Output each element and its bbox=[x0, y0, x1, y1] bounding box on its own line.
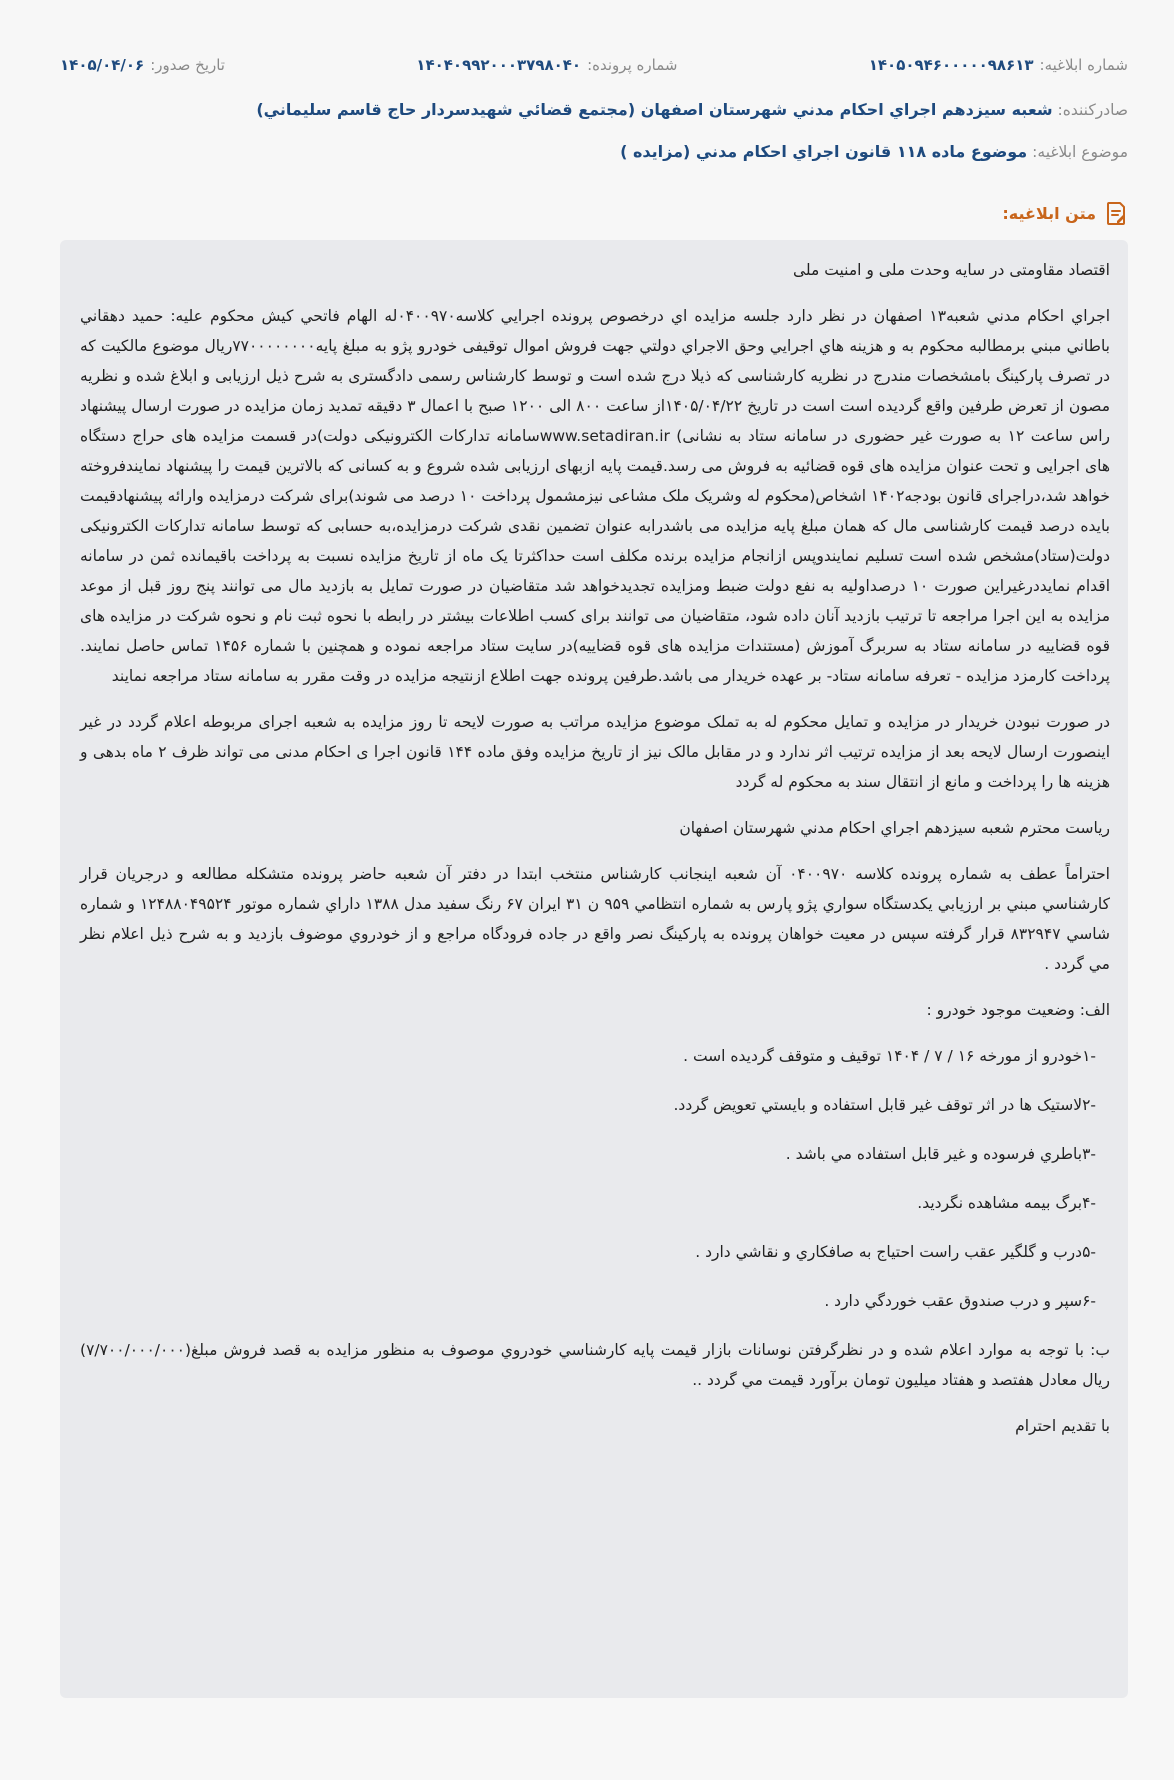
status-item: -۴برگ بيمه مشاهده نگرديد. bbox=[917, 1194, 1096, 1212]
slogan: اقتصاد مقاومتی در سایه وحدت ملی و امنیت ملی bbox=[792, 261, 1110, 279]
issuer-value: شعبه سيزدهم اجراي احكام مدني شهرستان اصفهان (مجتمع قضائي شهيدسردار حاج قاسم سليماني) bbox=[256, 100, 1053, 119]
issue-date bbox=[60, 56, 225, 74]
notice-number-label: شماره ابلاغیه: bbox=[1039, 56, 1128, 74]
document-edit-icon bbox=[1104, 200, 1128, 226]
status-item: -۳باطري فرسوده و غير قابل استفاده مي باشد . bbox=[785, 1145, 1096, 1163]
salutation: رياست محترم شعبه سيزدهم اجراي احكام مدني شهرستان اصفهان bbox=[679, 819, 1110, 837]
status-item: -۵درب و گلگير عقب راست احتياج به صافكاري و نقاشي دارد . bbox=[695, 1243, 1096, 1261]
subject-value: موضوع ماده ۱۱۸ قانون اجراي احكام مدني (مزايده ) bbox=[620, 142, 1028, 161]
notice-number bbox=[869, 56, 1128, 74]
case-number-label: شماره پرونده: bbox=[587, 56, 678, 74]
subject-line bbox=[60, 142, 1128, 161]
issuer-label: صادرکننده: bbox=[1057, 101, 1128, 119]
status-item: -۲لاستيک ها در اثر توقف غير قابل استفاده و بايستي تعويض گردد. bbox=[673, 1096, 1096, 1114]
expert-paragraph: احتراماً عطف به شماره پرونده كلاسه ۰۴۰۰۹۷۰ آن شعبه اينجانب كارشناس منتخب ابتدا در دفتر آن شعبه حاضر پرونده متشكله مطالعه و درجريان قرار كارشناسي مبني بر ارزيابي يكدستگاه سواري پژو پارس به شماره انتظامي ۹۵۹ ن ۳۱ ايران ۶۷ رنگ سفيد مدل ۱۳۸۸ داراي شماره موتور ۱۲۴۸۸۰۴۹۵۲۴ و شماره شاسي ۸۳۲۹۴۷ قرار گرفته سپس در معيت خواهان پرونده به پاركينگ نصر واقع در جاده فرودگاه مراجع و از خودروي موضوف بازديد و به شرح ذيل اعلام نظر مي گردد . bbox=[80, 865, 1111, 973]
notice-content bbox=[60, 240, 1128, 1698]
issue-date-value: ۱۴۰۵/۰۴/۰۶ bbox=[60, 56, 145, 74]
notice-number-value: ۱۴۰۵۰۹۴۶۰۰۰۰۰۹۸۶۱۳ bbox=[868, 56, 1034, 74]
no-buyer-paragraph: در صورت نبودن خريدار در مزايده و تمايل محكوم له به تملک موضوع مزايده مراتب به صورت لايحه تا روز مزايده به شعبه اجرای مربوطه اعلام گردد در غير اينصورت ارسال لايحه بعد از مزايده ترتيب اثر ندارد و در مقابل مالک نيز از تاريخ مزايده وفق ماده ۱۴۴ قانون اجرا ی احكام مدنی می تواند ظرف ۲ ماه بدهی و هزينه ها را پرداخت و مانع از انتقال سند به محكوم له گردد bbox=[80, 713, 1110, 791]
subject-label: موضوع ابلاغیه: bbox=[1032, 143, 1128, 161]
auction-paragraph: اجراي احكام مدني شعبه۱۳ اصفهان در نظر دارد جلسه مزايده اي درخصوص پرونده اجرايي كلاسه۰۴۰۰۹۷۰له الهام فاتحي كيش محكوم عليه: حميد دهقاني باطاني مبني برمطالبه محكوم به و هزينه هاي اجرايي وحق الاجراي دولتي جهت فروش اموال توقيفی خودرو پژو به مبلغ پايه۷۷۰۰۰۰۰۰۰۰ريال موضوع مالكيت كه در تصرف پاركينگ بامشخصات مندرج در نظريه كارشناسی كه ذيلا درج شده است و توسط كارشناس رسمی دادگستری به شرح ذيل ارزيابی و ابلاغ شده و نظريه مصون از تعرض طرفين واقع گرديده است است در تاريخ ۱۴۰۵/۰۴/۲۲از ساعت ۸۰۰ الی ۱۲۰۰ صبح با اعمال ۳ دقيقه تمديد زمان مزايده در صورت ارسال پيشنهاد راس ساعت ۱۲ به صورت غير حضوری در سامانه ستاد به نشانی) www.setadiran.irسامانه تداركات الكترونيكی دولت)در قسمت مزايده های حراج دستگاه های اجرايی و تحت عنوان مزايده های قوه قضائيه به فروش می رسد.قيمت پايه ازبهای ارزيابی شده شروع و به كسانی كه بالاترين قيمت را پيشنهاد نمايندفروخته خواهد شد،دراجرای قانون بودجه۱۴۰۲ اشخاص(محكوم له وشريک ملک مشاعی نيزمشمول پرداخت ۱۰ درصد می شوند)برای شركت درمزايده وارائه پيشنهادقيمت بايده درصد قيمت كارشناسی مال كه همان مبلغ پايه مزايده می باشدرابه عنوان تضمين نقدی شركت درمزايده،به حسابی كه توسط سامانه تداركات الكترونيكی دولت(ستاد)مشخص شده است تسليم نمايندوپس ازانجام مزايده برنده مكلف است حداكثرتا يک ماه از تاريخ مزايده نسبت به پرداخت باقيمانده ثمن در سامانه اقدام نمايددرغيراين صورت ۱۰ درصداوليه به نفع دولت ضبط ومزايده تجديدخواهد شد متقاضيان در صورت تمايل به بازديد مال می توانند پنج روز قبل از موعد مزايده به اين اجرا مراجعه تا ترتيب بازديد آنان داده شود، متقاضيان می توانند برای كسب اطلاعات بيشتر در رابطه با نحوه ثبت نام و نحوه شركت در مزايده های قوه قضاييه در سامانه ستاد به سربرگ آموزش (مستندات مزايده های قوه قضاييه)در سايت ستاد مراجعه نموده و همچنين با شماره ۱۴۵۶ تماس حاصل نمايند. پرداخت كارمزد مزايده - تعرفه سامانه ستاد- بر عهده خريدار می باشد.طرفين پرونده جهت اطلاع ازنتيجه مزايده در وقت مقرر به سامانه ستاد مراجعه نمايند bbox=[80, 307, 1111, 685]
notice-text-heading bbox=[1002, 200, 1128, 226]
status-item: -۶سپر و درب صندوق عقب خوردگي دارد . bbox=[824, 1292, 1096, 1310]
closing: با تقديم احترام bbox=[1015, 1417, 1110, 1435]
issuer-line bbox=[60, 100, 1128, 119]
status-item: -۱خودرو از مورخه ۱۶ / ۷ / ۱۴۰۴ توقيف و متوقف گرديده است . bbox=[683, 1047, 1096, 1065]
case-number-value: ۱۴۰۴۰۹۹۲۰۰۰۳۷۹۸۰۴۰ bbox=[416, 56, 582, 74]
notice-text-title: متن ابلاغیه: bbox=[1002, 203, 1096, 223]
issue-date-label: تاریخ صدور: bbox=[150, 56, 225, 74]
notice-meta-row bbox=[60, 56, 1128, 74]
valuation-paragraph: ب: با توجه به موارد اعلام شده و در نظرگرفتن نوسانات بازار قيمت پايه كارشناسي خودروي موصوف به منظور مزايده به قصد فروش مبلغ(۷/۷۰۰/۰۰۰/۰۰۰) ريال معادل هفتصد و هفتاد ميليون تومان برآورد قيمت مي گردد .. bbox=[80, 1341, 1110, 1389]
case-number bbox=[416, 56, 677, 74]
status-heading: الف: وضعيت موجود خودرو : bbox=[926, 1001, 1110, 1019]
